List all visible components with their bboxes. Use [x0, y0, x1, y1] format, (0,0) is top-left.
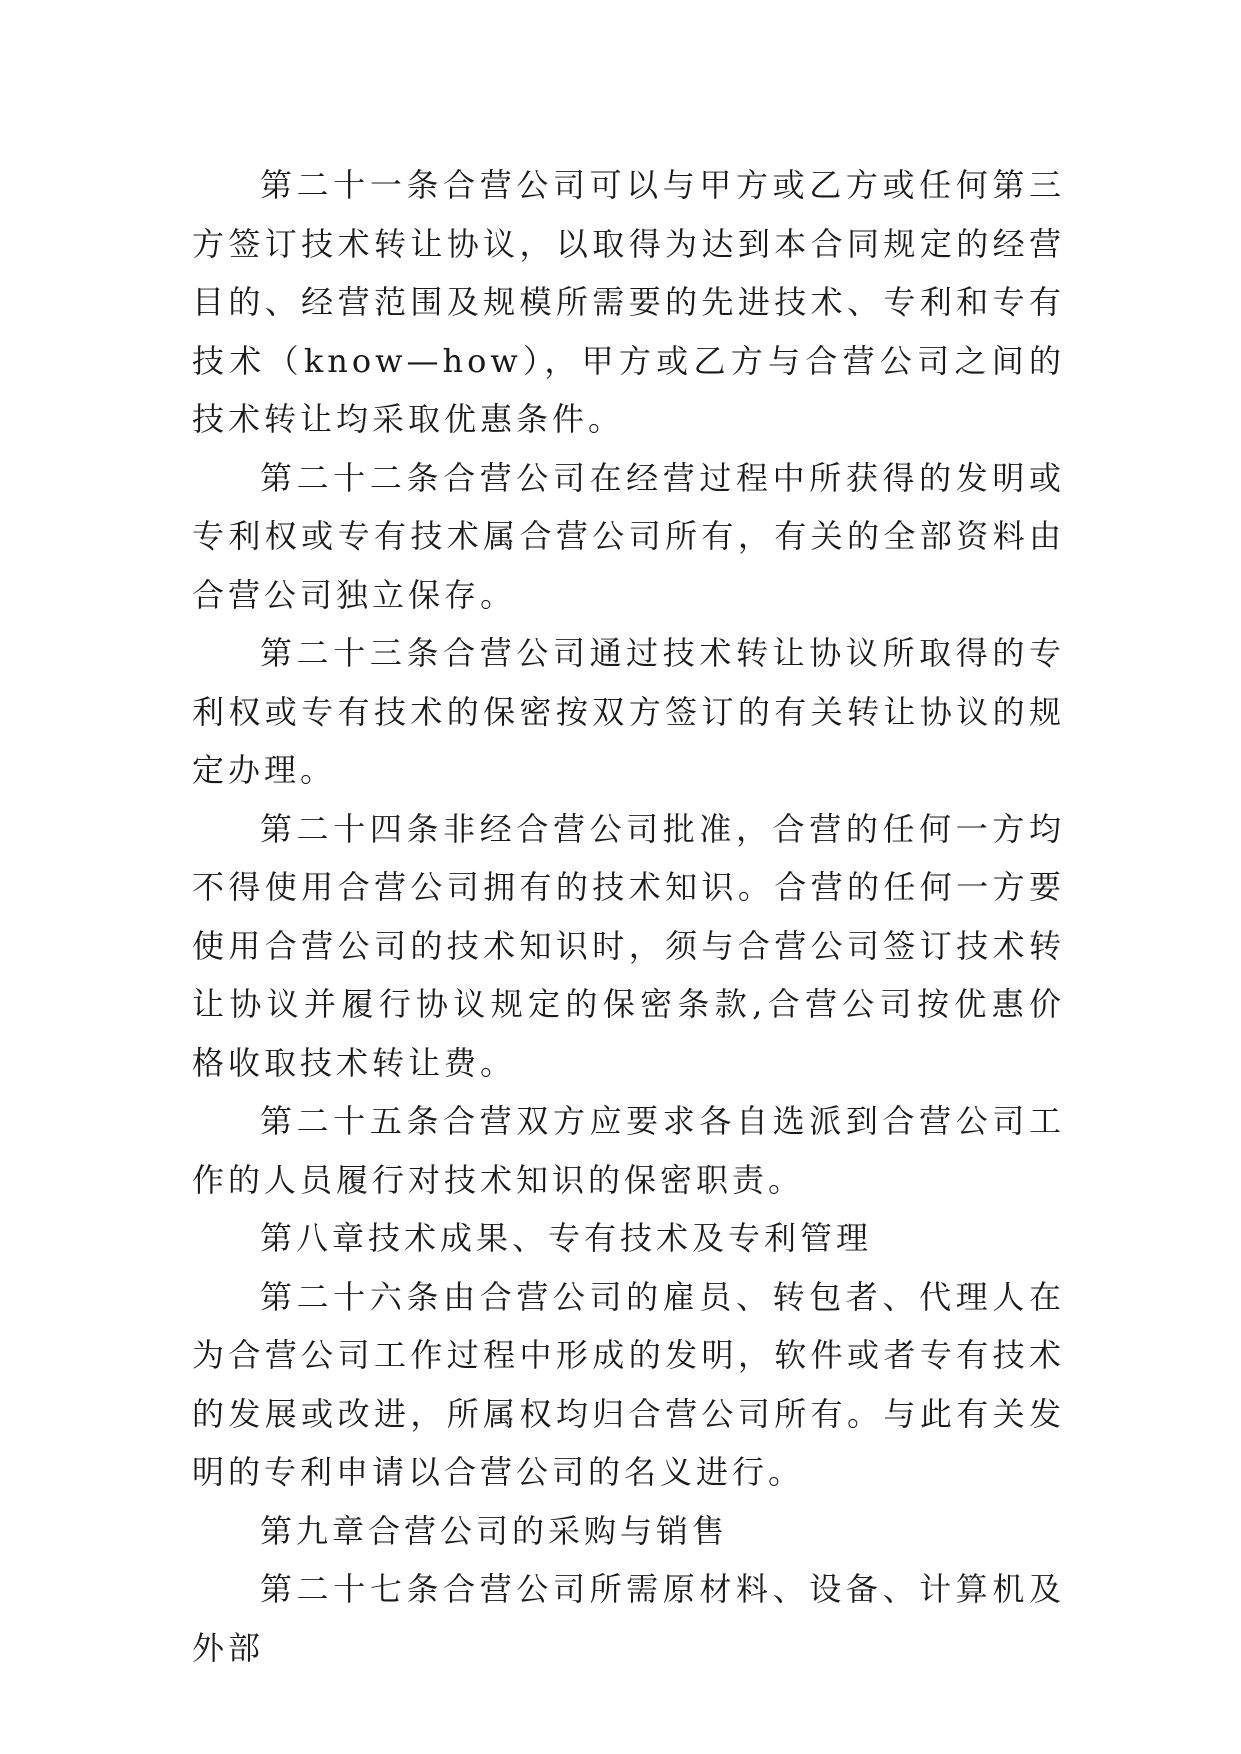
article-26-paragraph: 第二十六条由合营公司的雇员、转包者、代理人在为合营公司工作过程中形成的发明，软件或者专有技术的发展或改进，所属权均归合营公司所有。与此有关发明的专利申请以合营公司的名义进行。: [192, 1277, 1065, 1491]
article-27-paragraph: 第二十七条合营公司所需原材料、设备、计算机及外部: [192, 1570, 1065, 1667]
article-22-paragraph: 第二十二条合营公司在经营过程中所获得的发明或专利权或专有技术属合营公司所有，有关的全部资料由合营公司独立保存。: [192, 458, 1065, 614]
document-body: [192, 156, 1065, 1677]
article-24-paragraph: 第二十四条非经合营公司批准，合营的任何一方均不得使用合营公司拥有的技术知识。合营的任何一方要使用合营公司的技术知识时，须与合营公司签订技术转让协议并履行协议规定的保密条款,合营公司按优惠价格收取技术转让费。: [192, 809, 1065, 1082]
article-23-paragraph: 第二十三条合营公司通过技术转让协议所取得的专利权或专有技术的保密按双方签订的有关转让协议的规定办理。: [192, 634, 1065, 789]
article-25-paragraph: 第二十五条合营双方应要求各自选派到合营公司工作的人员履行对技术知识的保密职责。: [192, 1102, 1065, 1199]
article-21-paragraph: 第二十一条合营公司可以与甲方或乙方或任何第三方签订技术转让协议，以取得为达到本合同规定的经营目的、经营范围及规模所需要的先进技术、专利和专有技术（know—how），甲方或乙方与合营公司之间的技术转让均采取优惠条件。: [192, 166, 1065, 438]
chapter-9-heading: 第九章合营公司的采购与销售: [260, 1511, 729, 1550]
chapter-8-heading: 第八章技术成果、专有技术及专利管理: [260, 1219, 873, 1257]
